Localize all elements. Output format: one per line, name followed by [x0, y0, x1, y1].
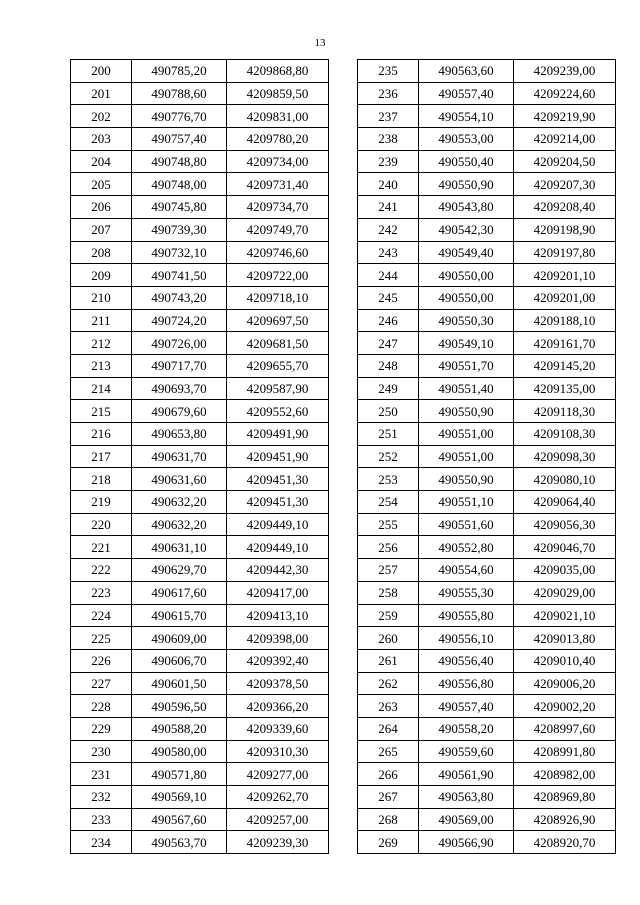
point-number-cell: 211	[71, 309, 132, 332]
y-coordinate-cell: 4209239,30	[227, 831, 329, 854]
point-number-cell: 235	[358, 60, 419, 83]
point-number-cell: 241	[358, 196, 419, 219]
x-coordinate-cell: 490551,00	[419, 445, 514, 468]
table-row	[358, 717, 616, 740]
table-row	[71, 581, 329, 604]
x-coordinate-cell: 490743,20	[132, 286, 227, 309]
x-coordinate-cell: 490550,90	[419, 468, 514, 491]
table-row	[71, 740, 329, 763]
x-coordinate-cell: 490556,10	[419, 627, 514, 650]
y-coordinate-cell: 4209013,80	[514, 627, 616, 650]
coordinates-table-left	[70, 59, 329, 854]
y-coordinate-cell: 4209021,10	[514, 604, 616, 627]
x-coordinate-cell: 490569,10	[132, 786, 227, 809]
point-number-cell: 201	[71, 82, 132, 105]
x-coordinate-cell: 490554,10	[419, 105, 514, 128]
y-coordinate-cell: 4209491,90	[227, 423, 329, 446]
x-coordinate-cell: 490739,30	[132, 218, 227, 241]
x-coordinate-cell: 490609,00	[132, 627, 227, 650]
y-coordinate-cell: 4209392,40	[227, 649, 329, 672]
x-coordinate-cell: 490550,30	[419, 309, 514, 332]
x-coordinate-cell: 490555,80	[419, 604, 514, 627]
table-row	[71, 150, 329, 173]
x-coordinate-cell: 490632,20	[132, 513, 227, 536]
point-number-cell: 208	[71, 241, 132, 264]
y-coordinate-cell: 4209310,30	[227, 740, 329, 763]
x-coordinate-cell: 490556,40	[419, 649, 514, 672]
x-coordinate-cell: 490566,90	[419, 831, 514, 854]
y-coordinate-cell: 4209006,20	[514, 672, 616, 695]
table-row	[71, 559, 329, 582]
point-number-cell: 255	[358, 513, 419, 536]
point-number-cell: 233	[71, 808, 132, 831]
x-coordinate-cell: 490563,60	[419, 60, 514, 83]
y-coordinate-cell: 4209859,50	[227, 82, 329, 105]
table-row	[358, 536, 616, 559]
x-coordinate-cell: 490732,10	[132, 241, 227, 264]
point-number-cell: 200	[71, 60, 132, 83]
y-coordinate-cell: 4209204,50	[514, 150, 616, 173]
y-coordinate-cell: 4209108,30	[514, 423, 616, 446]
table-row	[71, 196, 329, 219]
point-number-cell: 268	[358, 808, 419, 831]
y-coordinate-cell: 4209366,20	[227, 695, 329, 718]
point-number-cell: 230	[71, 740, 132, 763]
point-number-cell: 251	[358, 423, 419, 446]
point-number-cell: 219	[71, 491, 132, 514]
y-coordinate-cell: 4209655,70	[227, 354, 329, 377]
point-number-cell: 250	[358, 400, 419, 423]
table-row	[71, 491, 329, 514]
x-coordinate-cell: 490717,70	[132, 354, 227, 377]
x-coordinate-cell: 490724,20	[132, 309, 227, 332]
table-row	[358, 808, 616, 831]
point-number-cell: 238	[358, 128, 419, 151]
point-number-cell: 259	[358, 604, 419, 627]
table-row	[358, 695, 616, 718]
coordinates-table-right	[357, 59, 616, 854]
table-row	[358, 173, 616, 196]
x-coordinate-cell: 490588,20	[132, 717, 227, 740]
table-row	[358, 377, 616, 400]
point-number-cell: 210	[71, 286, 132, 309]
y-coordinate-cell: 4209208,40	[514, 196, 616, 219]
table-row	[358, 60, 616, 83]
point-number-cell: 218	[71, 468, 132, 491]
point-number-cell: 260	[358, 627, 419, 650]
table-row	[358, 468, 616, 491]
table-row	[71, 604, 329, 627]
x-coordinate-cell: 490558,20	[419, 717, 514, 740]
y-coordinate-cell: 4208997,60	[514, 717, 616, 740]
point-number-cell: 242	[358, 218, 419, 241]
y-coordinate-cell: 4209398,00	[227, 627, 329, 650]
table-row	[71, 536, 329, 559]
y-coordinate-cell: 4209442,30	[227, 559, 329, 582]
table-row	[358, 763, 616, 786]
y-coordinate-cell: 4209188,10	[514, 309, 616, 332]
table-row	[71, 627, 329, 650]
y-coordinate-cell: 4209056,30	[514, 513, 616, 536]
point-number-cell: 243	[358, 241, 419, 264]
x-coordinate-cell: 490561,90	[419, 763, 514, 786]
table-row	[358, 400, 616, 423]
point-number-cell: 225	[71, 627, 132, 650]
y-coordinate-cell: 4209201,00	[514, 286, 616, 309]
point-number-cell: 212	[71, 332, 132, 355]
x-coordinate-cell: 490551,10	[419, 491, 514, 514]
point-number-cell: 209	[71, 264, 132, 287]
y-coordinate-cell: 4209262,70	[227, 786, 329, 809]
y-coordinate-cell: 4209207,30	[514, 173, 616, 196]
y-coordinate-cell: 4209378,50	[227, 672, 329, 695]
point-number-cell: 206	[71, 196, 132, 219]
point-number-cell: 203	[71, 128, 132, 151]
y-coordinate-cell: 4209257,00	[227, 808, 329, 831]
point-number-cell: 258	[358, 581, 419, 604]
y-coordinate-cell: 4209339,60	[227, 717, 329, 740]
y-coordinate-cell: 4209734,00	[227, 150, 329, 173]
table-row	[358, 332, 616, 355]
y-coordinate-cell: 4209029,00	[514, 581, 616, 604]
x-coordinate-cell: 490556,80	[419, 672, 514, 695]
x-coordinate-cell: 490776,70	[132, 105, 227, 128]
table-row	[358, 150, 616, 173]
x-coordinate-cell: 490757,40	[132, 128, 227, 151]
point-number-cell: 213	[71, 354, 132, 377]
table-row	[71, 423, 329, 446]
table-row	[358, 241, 616, 264]
point-number-cell: 202	[71, 105, 132, 128]
table-row	[358, 672, 616, 695]
table-row	[71, 332, 329, 355]
y-coordinate-cell: 4209135,00	[514, 377, 616, 400]
point-number-cell: 228	[71, 695, 132, 718]
table-row	[358, 105, 616, 128]
y-coordinate-cell: 4208969,80	[514, 786, 616, 809]
point-number-cell: 236	[358, 82, 419, 105]
point-number-cell: 223	[71, 581, 132, 604]
point-number-cell: 247	[358, 332, 419, 355]
table-row	[358, 740, 616, 763]
x-coordinate-cell: 490557,40	[419, 695, 514, 718]
y-coordinate-cell: 4209734,70	[227, 196, 329, 219]
y-coordinate-cell: 4209197,80	[514, 241, 616, 264]
point-number-cell: 232	[71, 786, 132, 809]
table-row	[71, 672, 329, 695]
x-coordinate-cell: 490632,20	[132, 491, 227, 514]
table-row	[358, 264, 616, 287]
y-coordinate-cell: 4209201,10	[514, 264, 616, 287]
point-number-cell: 224	[71, 604, 132, 627]
y-coordinate-cell: 4209697,50	[227, 309, 329, 332]
x-coordinate-cell: 490551,40	[419, 377, 514, 400]
point-number-cell: 229	[71, 717, 132, 740]
y-coordinate-cell: 4209046,70	[514, 536, 616, 559]
table-row	[71, 649, 329, 672]
table-row	[71, 763, 329, 786]
point-number-cell: 226	[71, 649, 132, 672]
point-number-cell: 264	[358, 717, 419, 740]
y-coordinate-cell: 4209161,70	[514, 332, 616, 355]
point-number-cell: 227	[71, 672, 132, 695]
table-row	[71, 831, 329, 854]
table-row	[358, 354, 616, 377]
point-number-cell: 237	[358, 105, 419, 128]
table-row	[71, 82, 329, 105]
table-row	[71, 400, 329, 423]
x-coordinate-cell: 490748,00	[132, 173, 227, 196]
y-coordinate-cell: 4209035,00	[514, 559, 616, 582]
y-coordinate-cell: 4209722,00	[227, 264, 329, 287]
x-coordinate-cell: 490571,80	[132, 763, 227, 786]
point-number-cell: 265	[358, 740, 419, 763]
point-number-cell: 217	[71, 445, 132, 468]
point-number-cell: 221	[71, 536, 132, 559]
point-number-cell: 249	[358, 377, 419, 400]
table-row	[71, 105, 329, 128]
table-row	[71, 264, 329, 287]
x-coordinate-cell: 490580,00	[132, 740, 227, 763]
table-row	[71, 286, 329, 309]
table-row	[358, 491, 616, 514]
y-coordinate-cell: 4209224,60	[514, 82, 616, 105]
y-coordinate-cell: 4208926,90	[514, 808, 616, 831]
table-row	[358, 309, 616, 332]
table-row	[71, 377, 329, 400]
x-coordinate-cell: 490557,40	[419, 82, 514, 105]
point-number-cell: 254	[358, 491, 419, 514]
x-coordinate-cell: 490679,60	[132, 400, 227, 423]
x-coordinate-cell: 490551,00	[419, 423, 514, 446]
x-coordinate-cell: 490550,00	[419, 286, 514, 309]
x-coordinate-cell: 490542,30	[419, 218, 514, 241]
x-coordinate-cell: 490549,10	[419, 332, 514, 355]
x-coordinate-cell: 490563,70	[132, 831, 227, 854]
point-number-cell: 231	[71, 763, 132, 786]
table-row	[358, 627, 616, 650]
point-number-cell: 220	[71, 513, 132, 536]
point-number-cell: 244	[358, 264, 419, 287]
table-row	[71, 808, 329, 831]
x-coordinate-cell: 490596,50	[132, 695, 227, 718]
y-coordinate-cell: 4209731,40	[227, 173, 329, 196]
table-row	[358, 581, 616, 604]
y-coordinate-cell: 4209587,90	[227, 377, 329, 400]
x-coordinate-cell: 490551,60	[419, 513, 514, 536]
table-row	[358, 649, 616, 672]
page-number: 13	[314, 37, 326, 49]
x-coordinate-cell: 490543,80	[419, 196, 514, 219]
y-coordinate-cell: 4209780,20	[227, 128, 329, 151]
x-coordinate-cell: 490617,60	[132, 581, 227, 604]
x-coordinate-cell: 490550,90	[419, 173, 514, 196]
point-number-cell: 248	[358, 354, 419, 377]
point-number-cell: 257	[358, 559, 419, 582]
y-coordinate-cell: 4209080,10	[514, 468, 616, 491]
x-coordinate-cell: 490748,80	[132, 150, 227, 173]
y-coordinate-cell: 4209098,30	[514, 445, 616, 468]
y-coordinate-cell: 4209681,50	[227, 332, 329, 355]
y-coordinate-cell: 4209449,10	[227, 536, 329, 559]
point-number-cell: 214	[71, 377, 132, 400]
y-coordinate-cell: 4209718,10	[227, 286, 329, 309]
table-row	[71, 309, 329, 332]
x-coordinate-cell: 490551,70	[419, 354, 514, 377]
x-coordinate-cell: 490601,50	[132, 672, 227, 695]
point-number-cell: 262	[358, 672, 419, 695]
point-number-cell: 234	[71, 831, 132, 854]
table-row	[358, 786, 616, 809]
y-coordinate-cell: 4209002,20	[514, 695, 616, 718]
point-number-cell: 215	[71, 400, 132, 423]
y-coordinate-cell: 4208982,00	[514, 763, 616, 786]
point-number-cell: 269	[358, 831, 419, 854]
point-number-cell: 246	[358, 309, 419, 332]
table-row	[71, 128, 329, 151]
table-row	[358, 82, 616, 105]
table-row	[71, 786, 329, 809]
x-coordinate-cell: 490563,80	[419, 786, 514, 809]
x-coordinate-cell: 490741,50	[132, 264, 227, 287]
table-row	[358, 831, 616, 854]
y-coordinate-cell: 4209417,00	[227, 581, 329, 604]
y-coordinate-cell: 4209239,00	[514, 60, 616, 83]
y-coordinate-cell: 4209868,80	[227, 60, 329, 83]
y-coordinate-cell: 4209277,00	[227, 763, 329, 786]
point-number-cell: 222	[71, 559, 132, 582]
y-coordinate-cell: 4209451,30	[227, 491, 329, 514]
point-number-cell: 205	[71, 173, 132, 196]
y-coordinate-cell: 4209552,60	[227, 400, 329, 423]
table-row	[358, 445, 616, 468]
x-coordinate-cell: 490631,10	[132, 536, 227, 559]
table-row	[71, 513, 329, 536]
y-coordinate-cell: 4209831,00	[227, 105, 329, 128]
x-coordinate-cell: 490549,40	[419, 241, 514, 264]
table-row	[358, 218, 616, 241]
table-row	[358, 513, 616, 536]
table-row	[71, 173, 329, 196]
x-coordinate-cell: 490629,70	[132, 559, 227, 582]
table-row	[358, 423, 616, 446]
x-coordinate-cell: 490745,80	[132, 196, 227, 219]
y-coordinate-cell: 4209746,60	[227, 241, 329, 264]
x-coordinate-cell: 490567,60	[132, 808, 227, 831]
point-number-cell: 245	[358, 286, 419, 309]
point-number-cell: 253	[358, 468, 419, 491]
x-coordinate-cell: 490615,70	[132, 604, 227, 627]
x-coordinate-cell: 490788,60	[132, 82, 227, 105]
table-row	[71, 468, 329, 491]
y-coordinate-cell: 4209064,40	[514, 491, 616, 514]
point-number-cell: 207	[71, 218, 132, 241]
x-coordinate-cell: 490550,00	[419, 264, 514, 287]
y-coordinate-cell: 4209749,70	[227, 218, 329, 241]
point-number-cell: 266	[358, 763, 419, 786]
point-number-cell: 256	[358, 536, 419, 559]
x-coordinate-cell: 490693,70	[132, 377, 227, 400]
table-row	[71, 717, 329, 740]
y-coordinate-cell: 4209451,30	[227, 468, 329, 491]
table-row	[71, 218, 329, 241]
y-coordinate-cell: 4209145,20	[514, 354, 616, 377]
y-coordinate-cell: 4209214,00	[514, 128, 616, 151]
table-row	[358, 604, 616, 627]
point-number-cell: 252	[358, 445, 419, 468]
table-row	[71, 445, 329, 468]
point-number-cell: 267	[358, 786, 419, 809]
y-coordinate-cell: 4208991,80	[514, 740, 616, 763]
x-coordinate-cell: 490559,60	[419, 740, 514, 763]
table-row	[71, 241, 329, 264]
y-coordinate-cell: 4209198,90	[514, 218, 616, 241]
x-coordinate-cell: 490552,80	[419, 536, 514, 559]
x-coordinate-cell: 490785,20	[132, 60, 227, 83]
table-row	[71, 695, 329, 718]
x-coordinate-cell: 490606,70	[132, 649, 227, 672]
y-coordinate-cell: 4209451,90	[227, 445, 329, 468]
table-row	[358, 196, 616, 219]
x-coordinate-cell: 490555,30	[419, 581, 514, 604]
x-coordinate-cell: 490631,60	[132, 468, 227, 491]
x-coordinate-cell: 490653,80	[132, 423, 227, 446]
y-coordinate-cell: 4209219,90	[514, 105, 616, 128]
table-row	[358, 559, 616, 582]
x-coordinate-cell: 490726,00	[132, 332, 227, 355]
point-number-cell: 204	[71, 150, 132, 173]
x-coordinate-cell: 490569,00	[419, 808, 514, 831]
table-row	[71, 354, 329, 377]
y-coordinate-cell: 4209413,10	[227, 604, 329, 627]
y-coordinate-cell: 4209449,10	[227, 513, 329, 536]
x-coordinate-cell: 490550,90	[419, 400, 514, 423]
table-row	[358, 128, 616, 151]
point-number-cell: 261	[358, 649, 419, 672]
table-row	[71, 60, 329, 83]
x-coordinate-cell: 490631,70	[132, 445, 227, 468]
y-coordinate-cell: 4209010,40	[514, 649, 616, 672]
y-coordinate-cell: 4208920,70	[514, 831, 616, 854]
point-number-cell: 239	[358, 150, 419, 173]
y-coordinate-cell: 4209118,30	[514, 400, 616, 423]
x-coordinate-cell: 490550,40	[419, 150, 514, 173]
x-coordinate-cell: 490553,00	[419, 128, 514, 151]
x-coordinate-cell: 490554,60	[419, 559, 514, 582]
point-number-cell: 263	[358, 695, 419, 718]
point-number-cell: 216	[71, 423, 132, 446]
table-row	[358, 286, 616, 309]
point-number-cell: 240	[358, 173, 419, 196]
